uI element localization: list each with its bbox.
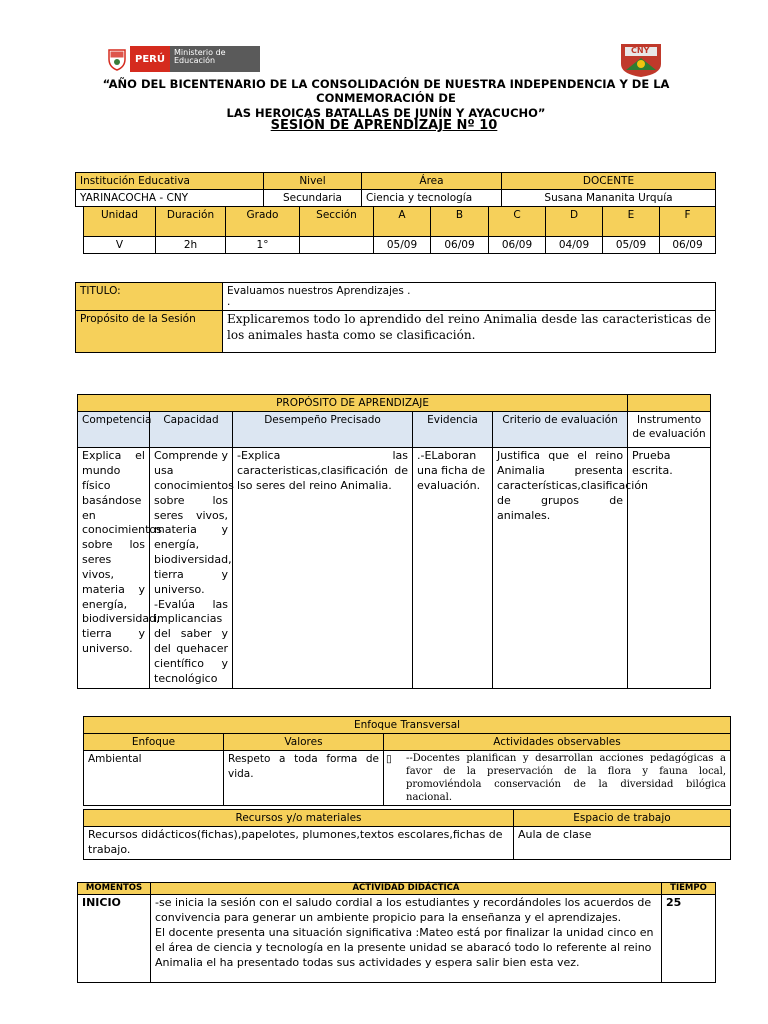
header-actividad: ACTIVIDAD DIDÁCTICA xyxy=(151,883,662,895)
proposito-value: Explicaremos todo lo aprendido del reino Animalia desde las caracteristicas de los animales hasta como se clasificación. xyxy=(223,311,716,353)
header-b: B xyxy=(431,207,489,237)
competencia-cell: Explica el mundo físico basándose en conocimientos sobre los seres vivos, materia y energía, biodiversidad, tierra y universo. xyxy=(78,448,150,689)
value-c: 06/09 xyxy=(489,237,546,254)
espacio-value: Aula de clase xyxy=(514,827,731,860)
header-c: C xyxy=(489,207,546,237)
header-area: Área xyxy=(362,173,502,190)
header-desempeno: Desempeño Precisado xyxy=(233,412,413,448)
evidencia-cell: .-ELaboran una ficha de evaluación. xyxy=(413,448,493,689)
enfoque-title: Enfoque Transversal xyxy=(84,717,731,734)
peru-ministry-logo xyxy=(104,46,260,72)
enfoque-value: Ambiental xyxy=(84,751,224,806)
info-table xyxy=(75,172,716,207)
momentos-table xyxy=(77,882,716,983)
peru-label: PERÚ xyxy=(130,46,170,72)
header-tiempo: TIEMPO xyxy=(662,883,716,895)
value-nivel: Secundaria xyxy=(264,190,362,207)
header-duracion: Duración xyxy=(156,207,226,237)
ministry-label: Ministerio de Educación xyxy=(170,46,260,72)
school-logo xyxy=(617,42,665,78)
header-enfoque: Enfoque xyxy=(84,734,224,751)
header-nivel: Nivel xyxy=(264,173,362,190)
header-momentos: MOMENTOS xyxy=(78,883,151,895)
proposito-title: PROPÓSITO DE APRENDIZAJE xyxy=(78,395,628,412)
school-logo-text: CNY xyxy=(631,46,650,55)
header-seccion: Sección xyxy=(300,207,374,237)
header-e: E xyxy=(603,207,660,237)
header-criterio: Criterio de evaluación xyxy=(493,412,628,448)
titulo-value: Evaluamos nuestros Aprendizajes . . xyxy=(223,283,716,311)
header-espacio: Espacio de trabajo xyxy=(514,810,731,827)
inicio-label: INICIO xyxy=(78,895,151,983)
motto: “AÑO DEL BICENTENARIO DE LA CONSOLIDACIÓN DE NUESTRA INDEPENDENCIA Y DE LA CONMEMORACIÓN DE LAS HEROICAS BATALLAS DE JUNÍN Y AYACUCHO” xyxy=(102,77,670,120)
enfoque-table xyxy=(83,716,731,806)
header-docente: DOCENTE xyxy=(502,173,716,190)
header-f: F xyxy=(660,207,716,237)
header-actividades: Actividades observables xyxy=(384,734,731,751)
actividades-value: ▯ --Docentes planifican y desarrollan acciones pedagógicas a favor de la preservación de la flora y fauna local, promoviéndola conservación de la diversidad bilógica nacional. xyxy=(384,751,731,806)
value-seccion xyxy=(300,237,374,254)
header-recursos: Recursos y/o materiales xyxy=(84,810,514,827)
recursos-value: Recursos didácticos(fichas),papelotes, plumones,textos escolares,fichas de trabajo. xyxy=(84,827,514,860)
header-instrumento: Instrumento de evaluación xyxy=(628,412,711,448)
value-institucion: YARINACOCHA - CNY xyxy=(76,190,264,207)
value-a: 05/09 xyxy=(374,237,431,254)
value-e: 05/09 xyxy=(603,237,660,254)
bullet-icon: ▯ xyxy=(386,753,392,766)
header-grado: Grado xyxy=(226,207,300,237)
value-f: 06/09 xyxy=(660,237,716,254)
desempeno-cell: -Explica las caracteristicas,clasificación de lso seres del reino Animalia. xyxy=(233,448,413,689)
instrumento-cell: Prueba escrita. xyxy=(628,448,711,689)
header-capacidad: Capacidad xyxy=(150,412,233,448)
schedule-table xyxy=(83,206,716,254)
value-d: 04/09 xyxy=(546,237,603,254)
page-title: SESIÓN DE APRENDIZAJE Nº 10 xyxy=(270,118,498,133)
header-institucion: Institución Educativa xyxy=(76,173,264,190)
header-evidencia: Evidencia xyxy=(413,412,493,448)
coat-of-arms-icon xyxy=(104,46,130,72)
header-a: A xyxy=(374,207,431,237)
session-table xyxy=(75,282,716,353)
value-area: Ciencia y tecnología xyxy=(362,190,502,207)
proposito-label: Propósito de la Sesión xyxy=(76,311,223,353)
value-duracion: 2h xyxy=(156,237,226,254)
capacidad-cell: Comprende y usa conocimientos sobre los seres vivos, materia y energía, biodiversidad, tierra y universo. -Evalúa las implicancias del saber y del quehacer científico y tecnológico xyxy=(150,448,233,689)
value-docente: Susana Mananita Urquía xyxy=(502,190,716,207)
header-valores: Valores xyxy=(224,734,384,751)
value-b: 06/09 xyxy=(431,237,489,254)
header-unidad: Unidad xyxy=(84,207,156,237)
value-unidad: V xyxy=(84,237,156,254)
value-grado: 1° xyxy=(226,237,300,254)
valores-value: Respeto a toda forma de vida. xyxy=(224,751,384,806)
header-d: D xyxy=(546,207,603,237)
titulo-label: TITULO: xyxy=(76,283,223,311)
header-competencia: Competencia xyxy=(78,412,150,448)
recursos-table xyxy=(83,809,731,860)
criterio-cell: Justifica que el reino Animalia presenta características,clasificación de grupos de animales. xyxy=(493,448,628,689)
inicio-tiempo: 25 xyxy=(662,895,716,983)
inicio-actividad: -se inicia la sesión con el saludo cordial a los estudiantes y recordándoles los acuerdos de convivencia para generar un ambiente propicio para la enseñanza y el aprendizajes. El docente presenta una situación significativa :Mateo está por finalizar la unidad cinco en el área de ciencia y tecnología en la presente unidad se abaracó todo lo referente al reino Animalia el ha presentado todas sus actividades y espera salir bien esta vez. xyxy=(151,895,662,983)
learning-purpose-table xyxy=(77,394,711,689)
